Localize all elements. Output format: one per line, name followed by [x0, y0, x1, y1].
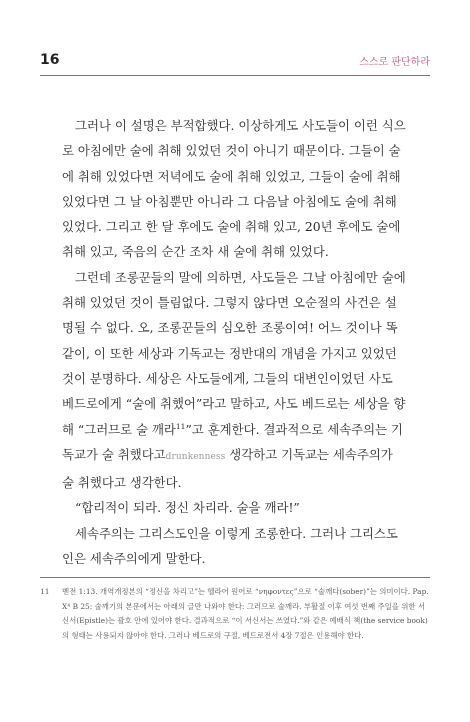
footnote-text: 벧전 1:13. 개역개정본의 “정신을 차리고”는 헬라어 원어로 “νηφοντες”으로 “술깨다(sober)”는 의미이다. Pap. X⁴ B 25: 술깨기의 본문에서는 아래의 글만 나와야 한다: 그러므로 술깨라. 부활절 이후 여섯 번째 주일을 위한 서신서(Epistle)는 괄호 안에 있어야 한다. 결과적으로 “이 서신서는 쓰였다.”와 같은 예배식 책(the service book)의 형태는 사용되지 않아야 한다. 그러나 베드로의 구절, 베드로전서 4장 7절은 인용해야 한다. — [62, 587, 429, 640]
paragraph-text: ”고 훈계한다. 결과적으로 세속주의는 기독교가 술 취했다고 — [62, 421, 403, 462]
paragraph: “합리적이 되라. 정신 차리라. 술을 깨라!” — [75, 500, 300, 516]
paragraph: 세속주의는 그리스도인을 이렇게 조롱한다. 그러나 그리스도인은 세속주의에게 말한다. — [62, 525, 398, 567]
foreign-term: drunkenness — [165, 451, 226, 462]
paragraph — [62, 265, 407, 496]
paragraph: 그러나 이 설명은 부적합했다. 이상하게도 사도들이 이런 식으로 아침에만 술에 취해 있었던 것이 아니기 때문이다. 그들이 술에 취해 있었다면 저녁에도 술에 취해 있었고, 그들이 술에 취해 있었다면 그 날 아침뿐만 아니라 그 다음날 아침에도 술에 취해 있었다. 그리고 한 달 후에도 술에 취해 있고, 20년 후에도 술에 취해 있고, 죽음의 순간 조차 새 술에 취해 있었다. — [62, 118, 406, 260]
page-number: 16 — [40, 52, 60, 68]
page-header — [40, 52, 430, 72]
paragraph-text: 생각하고 기독교는 세속주의가 술 취했다고 생각한다. — [62, 446, 393, 491]
footnote — [40, 585, 430, 643]
paragraph-text: 그런데 조롱꾼들의 말에 의하면, 사도들은 그날 아침에만 술에 취해 있었던 것이 틀림없다. 그렇지 않다면 오순절의 사건은 설명될 수 없다. 오, 조롱꾼들의 심오한 조롱이여! 어느 것이나 똑같이, 이 또한 세상과 기독교는 정반대의 개념을 가지고 있었던 것이 분명하다. 세상은 사도들에게, 그들의 대변인이었던 사도 베드로에게 “술에 취했어”라고 말하고, 사도 베드로는 세상을 향해 “그러므로 술 깨라 — [62, 269, 406, 437]
running-head: 스스로 판단하라 — [359, 57, 430, 68]
body-text — [62, 113, 407, 571]
footnote-number: 11 — [40, 587, 50, 596]
header-divider — [40, 75, 430, 76]
footnote-reference: 11 — [175, 421, 186, 431]
footnote-divider — [40, 577, 430, 578]
